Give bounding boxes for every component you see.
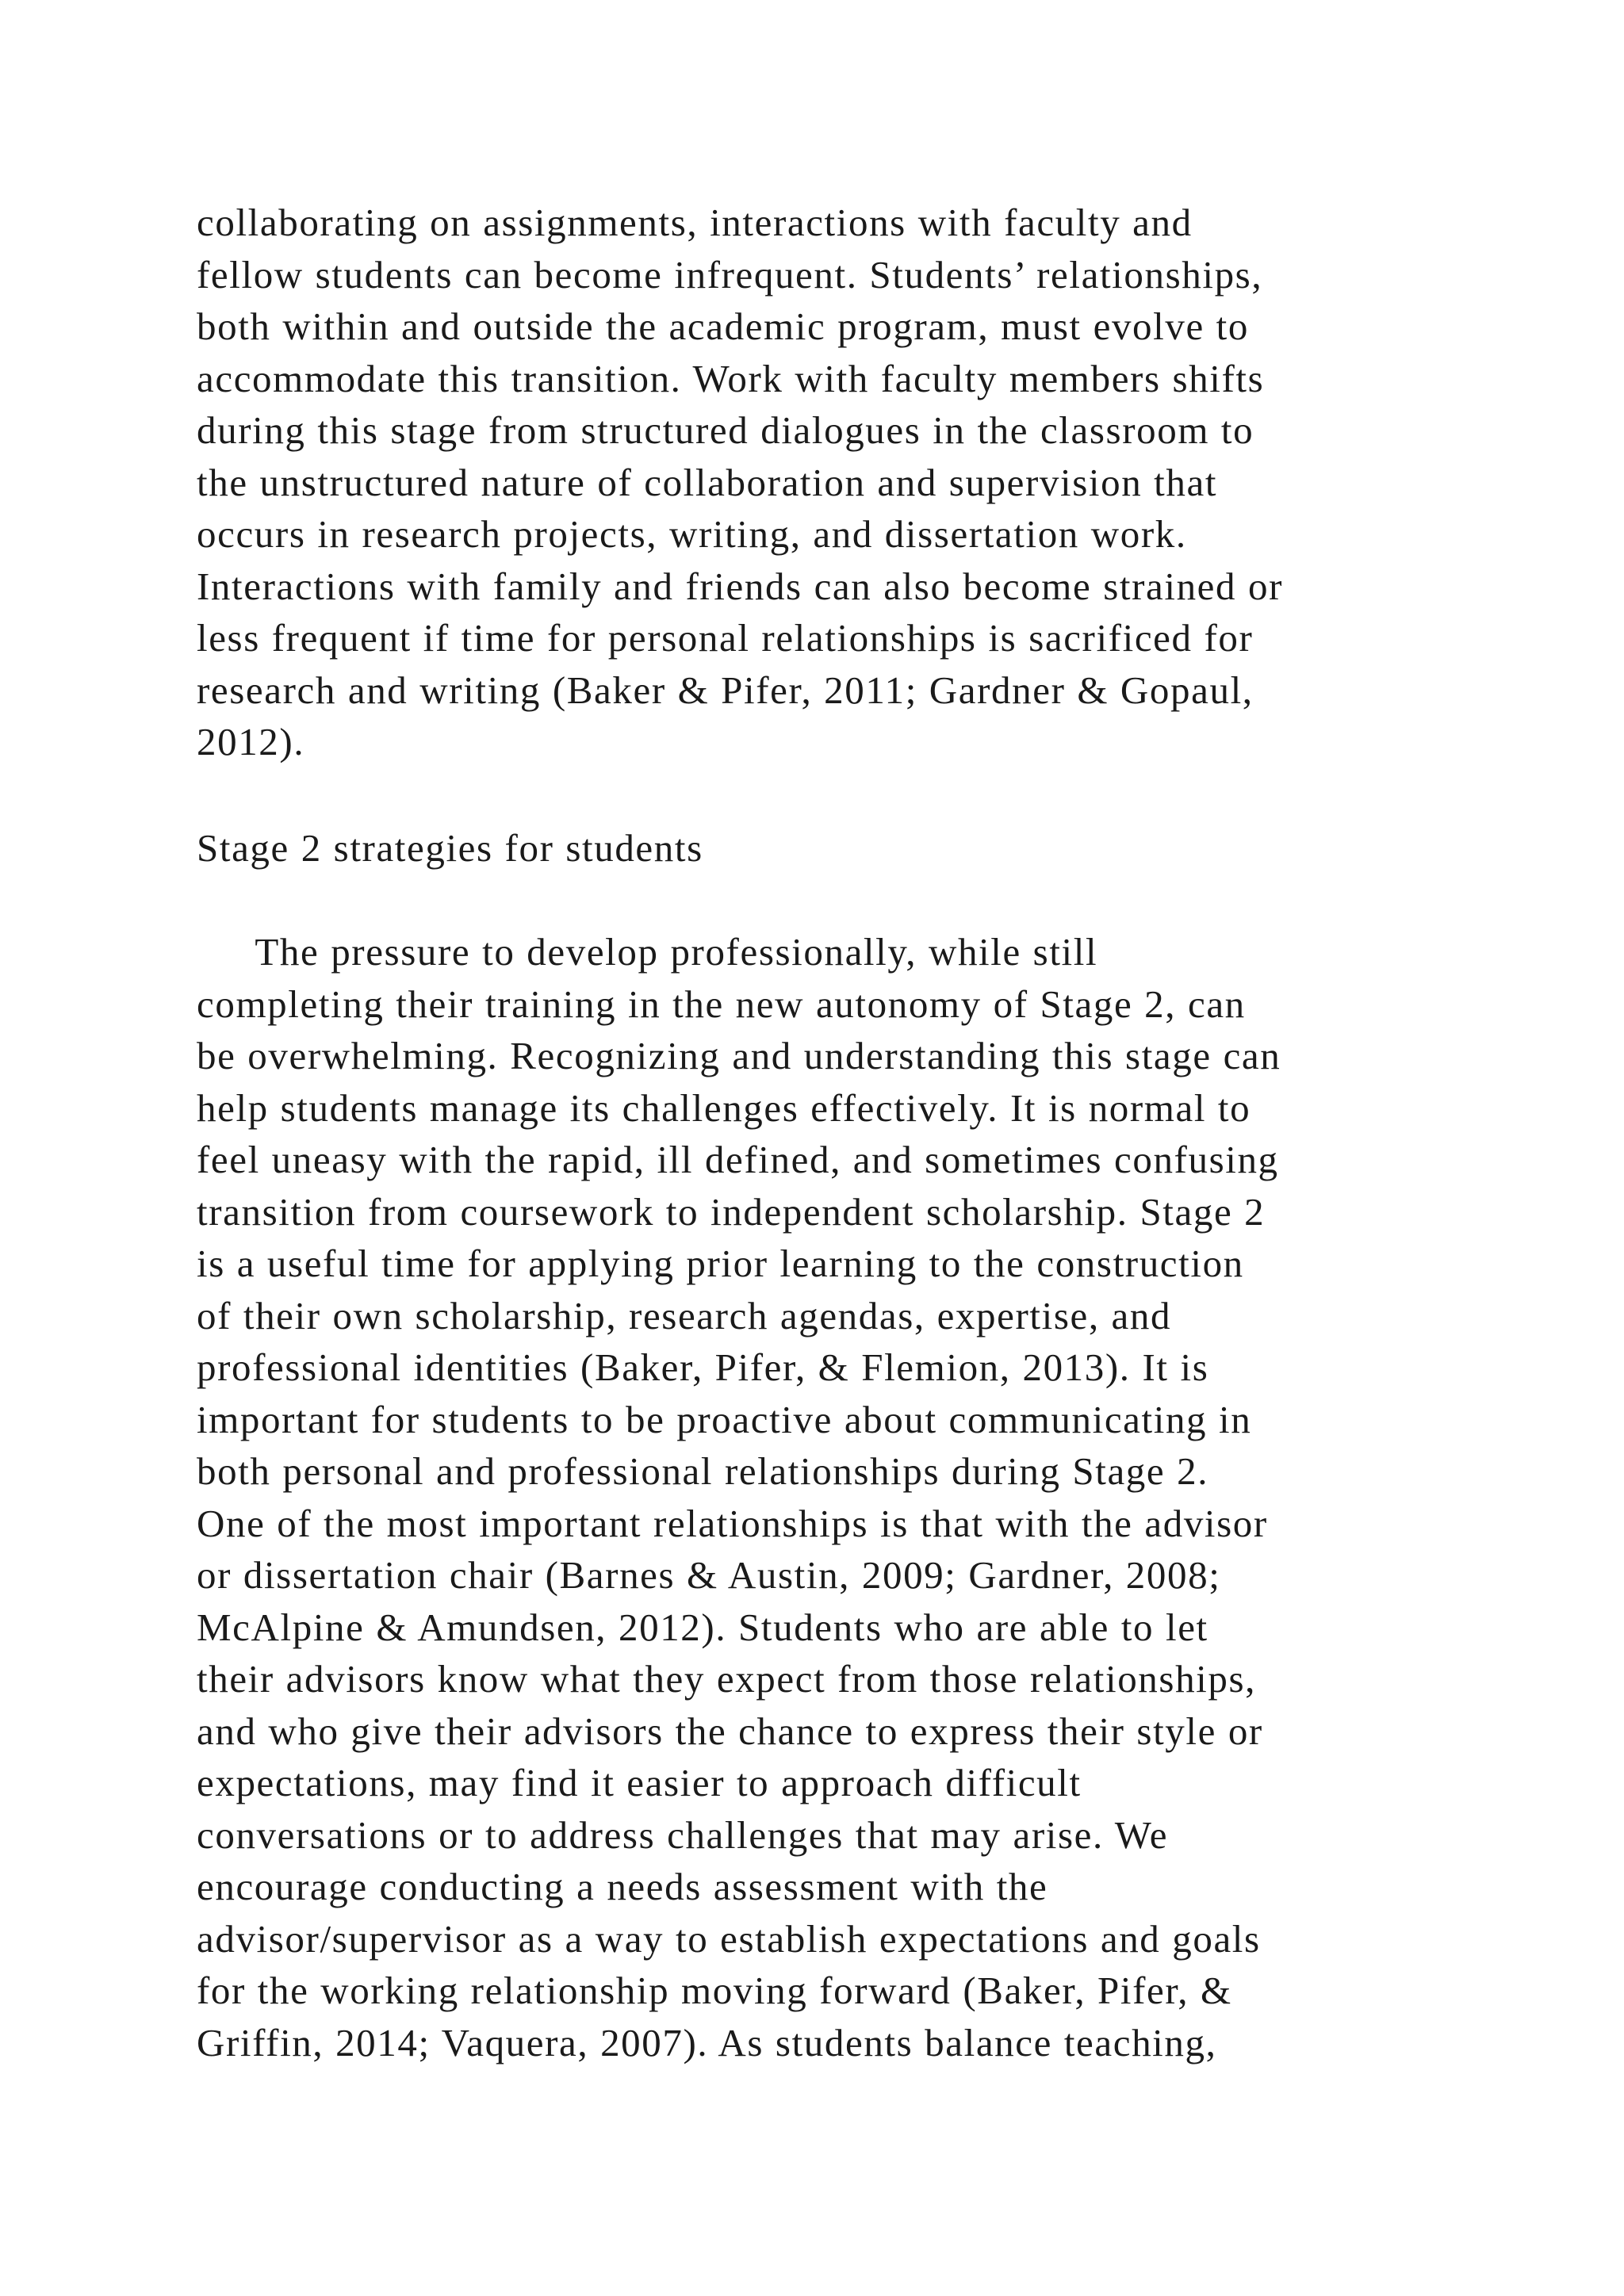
text-line: Interactions with family and friends can also become strained or [197, 564, 1283, 608]
text-line: accommodate this transition. Work with faculty members shifts [197, 356, 1265, 400]
heading-text: Stage 2 strategies for students [197, 826, 703, 870]
text-line: expectations, may find it easier to approach difficult [197, 1761, 1082, 1804]
text-line: encourage conducting a needs assessment with the [197, 1865, 1048, 1908]
text-line: McAlpine & Amundsen, 2012). Students who are able to let [197, 1605, 1208, 1649]
text-line: the unstructured nature of collaboration and supervision that [197, 460, 1218, 504]
text-line: is a useful time for applying prior learning to the construction [197, 1242, 1244, 1285]
text-line: occurs in research projects, writing, and dissertation work. [197, 512, 1187, 556]
text-line: during this stage from structured dialogues in the classroom to [197, 408, 1254, 452]
section-heading [197, 822, 1465, 874]
text-line: important for students to be proactive about communicating in [197, 1397, 1252, 1441]
text-line: or dissertation chair (Barnes & Austin, 2009; Gardner, 2008; [197, 1553, 1221, 1597]
text-line: for the working relationship moving forward (Baker, Pifer, & [197, 1969, 1232, 2012]
text-line: both within and outside the academic program, must evolve to [197, 304, 1249, 348]
text-line: feel uneasy with the rapid, ill defined, and sometimes confusing [197, 1138, 1279, 1181]
text-line: and who give their advisors the chance to express their style or [197, 1709, 1263, 1753]
paragraph-relationships [197, 197, 1465, 768]
text-line: completing their training in the new autonomy of Stage 2, can [197, 982, 1246, 1026]
text-line: of their own scholarship, research agendas, expertise, and [197, 1293, 1172, 1337]
text-line: their advisors know what they expect from those relationships, [197, 1657, 1257, 1701]
text-line: conversations or to address challenges that may arise. We [197, 1812, 1169, 1857]
paragraph-stage-2-strategies [197, 926, 1465, 2068]
text-line: be overwhelming. Recognizing and understanding this stage can [197, 1034, 1281, 1077]
text-line: help students manage its challenges effectively. It is normal to [197, 1085, 1251, 1130]
text-line: advisor/supervisor as a way to establish expectations and goals [197, 1916, 1261, 1961]
text-line: The pressure to develop professionally, while still [197, 930, 1098, 974]
text-line: Griffin, 2014; Vaquera, 2007). As students balance teaching, [197, 2020, 1217, 2064]
text-line: collaborating on assignments, interactions with faculty and [197, 201, 1193, 244]
text-line: 2012). [197, 720, 305, 763]
text-line: both personal and professional relationships during Stage 2. [197, 1449, 1209, 1493]
text-line: professional identities (Baker, Pifer, & Flemion, 2013). It is [197, 1345, 1209, 1389]
text-line: One of the most important relationships is that with the advisor [197, 1501, 1268, 1545]
text-line: fellow students can become infrequent. Students’ relationships, [197, 252, 1263, 297]
text-line: research and writing (Baker & Pifer, 2011; Gardner & Gopaul, [197, 668, 1254, 712]
text-line: transition from coursework to independent scholarship. Stage 2 [197, 1189, 1266, 1234]
text-line: less frequent if time for personal relationships is sacrificed for [197, 616, 1254, 660]
